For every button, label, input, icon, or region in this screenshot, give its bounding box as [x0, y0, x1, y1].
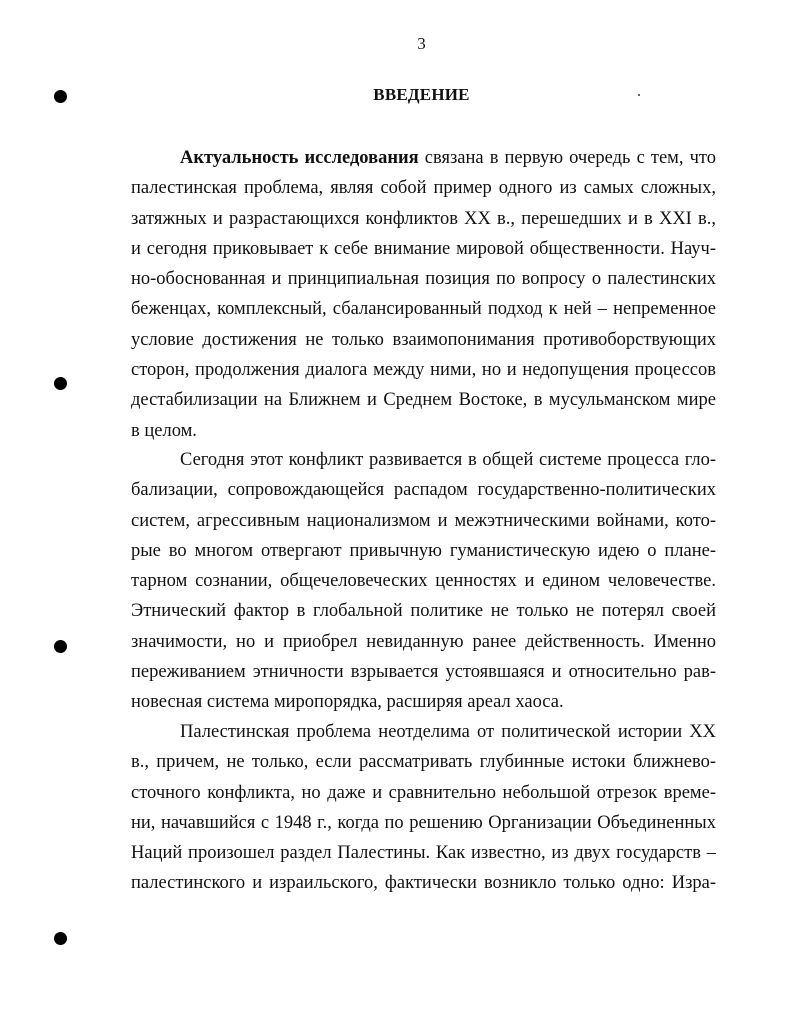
page-number: 3 [417, 34, 426, 53]
paragraph-line: рые во многом отвергают привычную гуманистическую идею о плане- [131, 540, 716, 561]
paragraph-line: Этнический фактор в глобальной политике не только не потерял своей [131, 601, 716, 622]
paragraph-line: и сегодня приковывает к себе внимание мировой общественности. Науч- [131, 238, 716, 259]
lead-phrase: Актуальность исследования [180, 148, 419, 168]
paragraph-line: ни, начавшийся с 1948 г., когда по решению Организации Объединенных [131, 812, 716, 833]
paragraph-line: палестинская проблема, являя собой пример одного из самых сложных, [131, 178, 716, 199]
punch-hole-bottom [54, 932, 67, 945]
paragraph-line: но-обоснованная и принципиальная позиция по вопросу о палестинских [131, 269, 716, 290]
paragraph-line: тарном сознании, общечеловеческих ценностях и едином человечестве. [131, 571, 716, 592]
scan-speck [638, 94, 640, 96]
paragraph-line: сточного конфликта, но даже и сравнительно небольшой отрезок време- [131, 782, 716, 803]
section-title: ВВЕДЕНИЕ [373, 85, 470, 104]
punch-hole-lower-middle [54, 640, 67, 653]
paragraph-line: Сегодня этот конфликт развивается в общей системе процесса гло- [180, 450, 716, 470]
paragraph-line: сторон, продолжения диалога между ними, но и недопущения процессов [131, 360, 716, 381]
paragraph-line: бализации, сопровождающейся распадом государственно-политических [131, 480, 716, 501]
paragraph-line: Палестинская проблема неотделима от политической истории XX [180, 722, 716, 742]
punch-hole-upper-middle [54, 377, 67, 390]
paragraph-1 [131, 143, 716, 446]
paragraph-line: новесная система миропорядка, расширяя ареал хаоса. [131, 692, 564, 713]
paragraph-line: в целом. [131, 420, 197, 441]
paragraph-line: Наций произошел раздел Палестины. Как известно, из двух государств – [131, 843, 716, 864]
paragraph-line: систем, агрессивным национализмом и межэтническими войнами, кото- [131, 510, 716, 531]
paragraph-line: значимости, но и приобрел невиданную ранее действенность. Именно [131, 631, 716, 652]
paragraph-line: в., причем, не только, если рассматривать глубинные истоки ближнево- [131, 752, 716, 773]
paragraph-line: переживанием этничности взрывается устоявшаяся и относительно рав- [131, 662, 716, 683]
paragraph-line: палестинского и израильского, фактически возникло только одно: Изра- [131, 873, 716, 894]
paragraph-line: затяжных и разрастающихся конфликтов XX в., перешедших и в XXI в., [131, 208, 716, 229]
paragraph-2 [131, 445, 716, 718]
punch-hole-top [54, 90, 67, 103]
paragraph-3 [131, 717, 716, 899]
paragraph-line: беженцах, комплексный, сбалансированный подход к ней – непременное [131, 299, 716, 320]
paragraph-line: дестабилизации на Ближнем и Среднем Востоке, в мусульманском мире [131, 390, 716, 411]
paragraph-line: Актуальность исследования связана в первую очередь с тем, что [180, 148, 717, 168]
paragraph-line: условие достижения не только взаимопонимания противоборствующих [131, 329, 716, 350]
